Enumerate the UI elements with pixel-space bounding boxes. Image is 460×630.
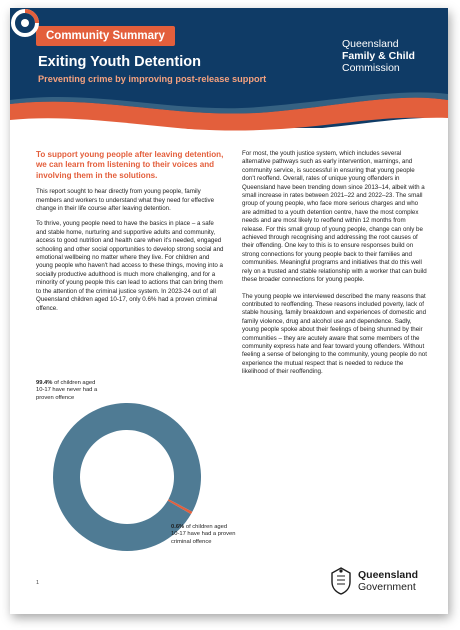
org-line-2: Family & Child — [342, 50, 415, 62]
queensland-government-logo — [328, 566, 428, 598]
right-column — [242, 150, 428, 385]
label-never-offended-value: 99.4% — [36, 380, 53, 386]
paragraph-intro: This report sought to hear directly from young people, family members and workers to understand what they need for effective change in their life course after leaving detention. — [36, 188, 215, 213]
header-banner — [10, 8, 448, 140]
gov-line-2: Government — [358, 580, 416, 593]
lead-statement: To support young people after leaving detention, we can learn from listening to their voices and involving them in the solutions. — [36, 150, 224, 180]
page-title: Exiting Youth Detention — [38, 54, 201, 70]
government-wordmark — [358, 570, 418, 593]
document-page — [10, 8, 448, 614]
page-number: 1 — [36, 580, 40, 586]
document-type-badge: Community Summary — [36, 26, 175, 46]
page-subtitle: Preventing crime by improving post-release support — [38, 74, 267, 84]
label-offended-value: 0.6% — [171, 524, 185, 530]
org-line-1: Queensland — [342, 38, 399, 50]
paragraph-thrive: To thrive, young people need to have the basics in place – a safe and stable home, nurturing and supportive adults and community, access to good nutrition and health care when it's needed, engaged schooling and other social opportunities to develop strong social and emotional wellbeing no matter where they live. For children and young people who haven't had access to these things, moving into a socially productive adulthood is much more challenging, and for a minority of young people this can lead to actions that can bring them to the attention of the criminal justice system. In 2023-24 out of all Queensland children aged 10-17, only 0.6% had a proven criminal offence. — [36, 220, 224, 312]
label-never-offended-text: of children aged 10-17 have never had a proven offence — [36, 380, 98, 401]
offence-donut-chart — [36, 380, 236, 580]
government-crest-icon — [328, 566, 354, 596]
label-offended — [171, 524, 237, 546]
left-column — [36, 150, 224, 320]
paragraph-youth-justice: For most, the youth justice system, which includes several alternative pathways such as early intervention, warnings, and community service, is successful in ensuring that young people don't reoffend. Overall, rates of unique young offenders in Queensland have been trending down since 2013–14, albeit with a small increase in rates between 2021–22 and 2022–23. The small group of young people, who face more serious charges and who are admitted to a youth detention centre, have the most complex needs and are most likely to reoffend within 12 months from release. For this small group of young people, change can only be achieved through recognising and addressing the root causes of their offending. One key to this is to ensure responses build on strong connections for young people back to their families and communities. Meaningful programs and initiatives that do this well rely on a trusted and stable relationship with a worker that can build these broader connections for young people. — [242, 150, 427, 284]
org-line-3: Commission — [342, 62, 400, 74]
paragraph-reoffending: The young people we interviewed described the many reasons that contributed to reoffending. These reasons included poverty, lack of stable housing, family breakdown and experiences of domestic and family violence, drug and alcohol use and dependence. Sadly, young people spoke about their feelings of being shunned by their communities – they are acutely aware that some members of the community express hate and fear toward young offenders. Without feeling a sense of belonging to the community, young people do not experience the mutual respect that is needed to reduce the likelihood of their reoffending. — [242, 292, 427, 376]
label-offended-text: of children aged 10-17 have had a proven criminal offence — [171, 524, 236, 545]
commission-logo-icon — [10, 8, 40, 38]
label-never-offended — [36, 380, 102, 402]
gov-line-1: Queensland — [358, 569, 419, 581]
commission-name — [342, 38, 415, 74]
